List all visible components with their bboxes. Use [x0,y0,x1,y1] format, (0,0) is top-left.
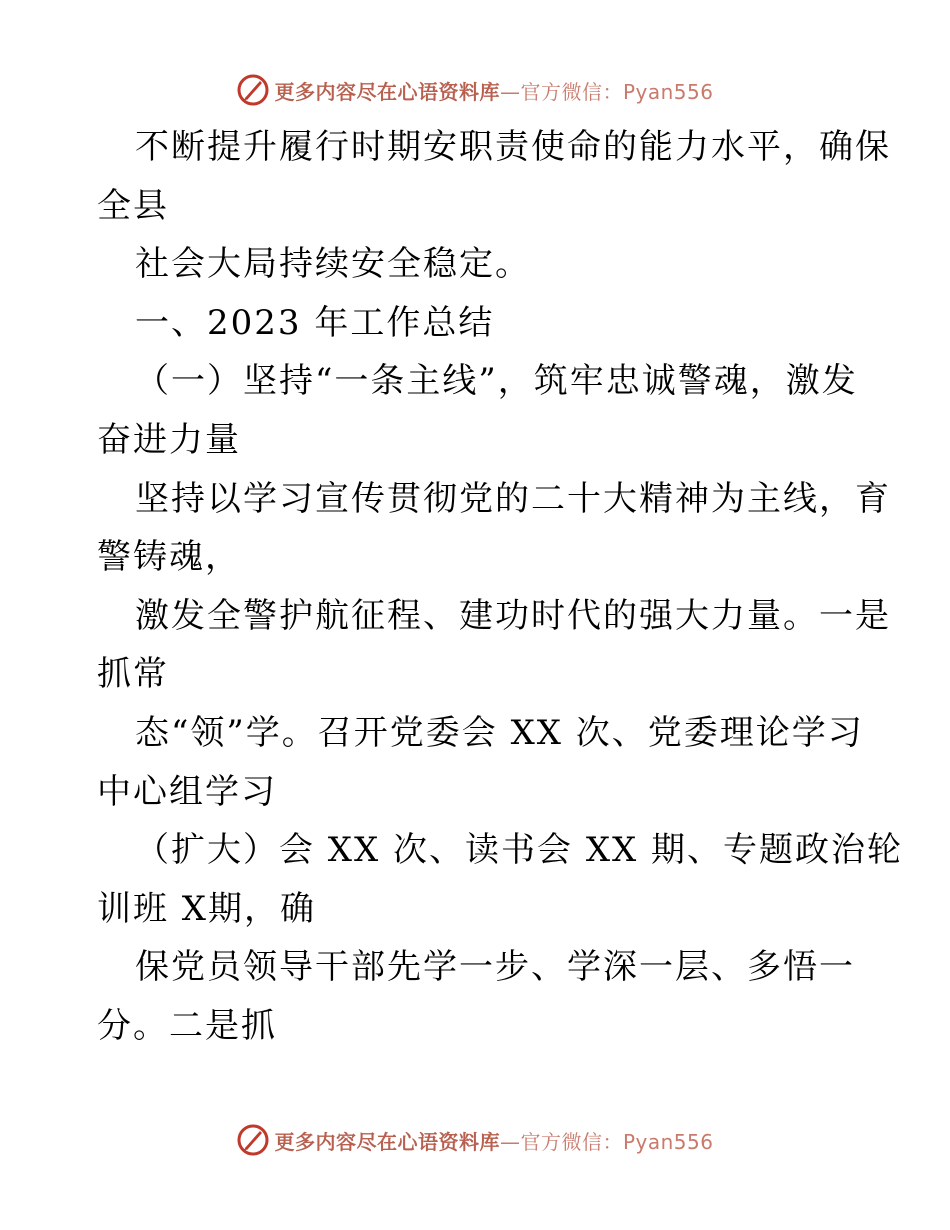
text-line: 分。二是抓 [97,1005,277,1046]
text-line: 中心组学习 [97,771,277,812]
quill-logo-icon [236,1123,270,1157]
text-line: 坚持以学习宣传贯彻党的二十大精神为主线，育 [135,478,891,519]
text-line: 激发全警护航征程、建功时代的强大力量。一是 [135,595,891,636]
document-body [97,118,904,1056]
footer-banner-text [274,1126,713,1155]
text-line: 全县 [97,185,169,226]
footer-banner-prefix: 更多内容尽在心语资料库 [274,1129,500,1154]
footer-banner-suffix: —官方微信：Pyan556 [499,1129,714,1154]
header-banner-prefix: 更多内容尽在心语资料库 [274,79,500,104]
subsection-heading-cont: 奋进力量 [97,419,241,460]
text-line: 保党员领导干部先学一步、学深一层、多悟一 [135,947,855,988]
text-line: （扩大）会 XX 次、读书会 XX 期、专题政治轮 [135,830,904,871]
footer-banner [0,1122,950,1158]
header-banner-text [274,76,713,105]
header-banner [0,72,950,108]
text-line: 训班 X期，确 [97,888,317,929]
text-line: 抓常 [97,654,169,695]
subsection-heading: （一）坚持“一条主线”，筑牢忠诚警魂，激发 [135,361,858,402]
quill-logo-icon [236,73,270,107]
section-heading: 一、2023 年工作总结 [135,302,495,343]
text-line: 不断提升履行时期安职责使命的能力水平，确保 [135,127,891,167]
text-line: 态“领”学。召开党委会 XX 次、党委理论学习 [135,712,864,753]
header-banner-suffix: —官方微信：Pyan556 [499,79,714,104]
text-line: 社会大局持续安全稳定。 [135,244,531,285]
text-line: 警铸魂， [97,537,241,578]
